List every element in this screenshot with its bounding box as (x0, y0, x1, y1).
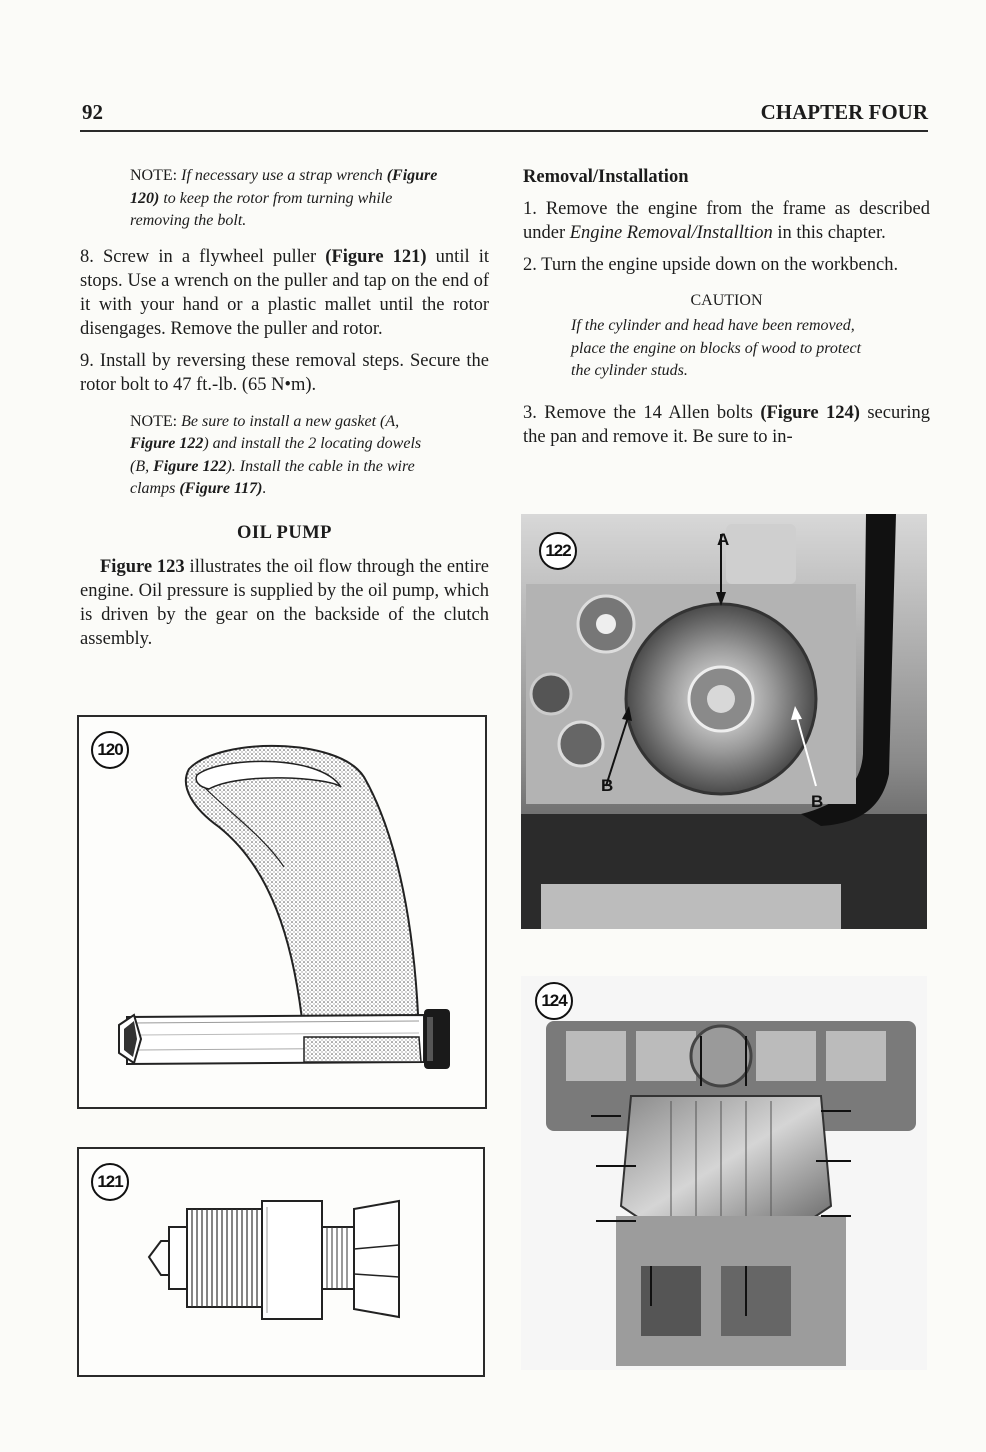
oil-pump-heading: OIL PUMP (237, 522, 332, 543)
step-9: 9. Install by reversing these removal steps. Secure the rotor bolt to 47 ft.-lb. (65 N•m). (80, 350, 489, 395)
note-text: turning while removing the bolt. (130, 189, 393, 229)
figure-ref: Figure 123 (100, 556, 185, 577)
strap-wrench-illustration (79, 717, 485, 1107)
header-rule (80, 130, 928, 132)
left-column (80, 165, 489, 659)
figure-ref: Figure 122 (130, 435, 204, 452)
figure-ref: (Figure 120) (130, 167, 438, 207)
figure-number-120: 120 (91, 731, 129, 769)
figure-number-122: 122 (539, 532, 577, 570)
caution-title: CAUTION (690, 292, 763, 309)
figure-120-strap-wrench (77, 715, 487, 1109)
figure-ref: Figure 122 (153, 457, 227, 475)
figure-number-124: 124 (535, 982, 573, 1020)
note-gasket: NOTE: Be sure to install a new gasket (A, Figure 122) and install the 2 locating dowels (B, Figure 122). Install the cable in the wire clamps (Figure 117). (130, 412, 422, 497)
step-3: 3. Remove the 14 Allen bolts (Figure 124) securing the pan and remove it. Be sure to in- (523, 402, 930, 447)
rotor-cover-photo (521, 514, 927, 929)
page-number: 92 (82, 100, 103, 124)
label-b-right: B (811, 792, 824, 811)
step-1: 1. Remove the engine from the frame as described under Engine Removal/Installtion in this chapter. (523, 199, 930, 243)
oil-pan-photo (521, 976, 927, 1370)
figure-121-flywheel-puller (77, 1147, 485, 1377)
note-lead: NOTE: (130, 167, 182, 184)
note-text: If necessary use a strap wrench (181, 167, 383, 184)
caution-text: If the cylinder and head have been removed, place the engine on blocks of wood to protect the cylinder studs. (571, 317, 862, 379)
removal-heading: Removal/Installation (523, 167, 689, 187)
chapter-title: CHAPTER FOUR (760, 100, 928, 124)
flywheel-puller-illustration (79, 1149, 483, 1375)
figure-124-photo (521, 976, 927, 1370)
figure-122-photo (521, 514, 927, 929)
figure-number-121: 121 (91, 1163, 129, 1201)
right-column (523, 165, 930, 457)
label-a: A (717, 530, 730, 549)
oil-pump-paragraph: Figure 123 illustrates the oil flow through the entire engine. Oil pressure is supplied by the oil pump, which is driven by the gear on the backside of the clutch assembly. (80, 556, 489, 649)
step-8: 8. Screw in a flywheel puller (Figure 121) until it stops. Use a wrench on the puller and tap on the end of it with your hand or a plastic mallet until the rotor disengages. Remove the puller and rotor. (80, 246, 489, 339)
note-strap-wrench (130, 165, 442, 233)
figure-ref: (Figure 117) (179, 480, 263, 497)
figure-ref: (Figure 121) (325, 246, 427, 267)
step-2: 2. Turn the engine upside down on the workbench. (523, 255, 899, 275)
note-text: to keep the rotor from (159, 189, 303, 207)
figure-ref: (Figure 124) (760, 402, 860, 423)
label-b-left: B (601, 776, 614, 795)
